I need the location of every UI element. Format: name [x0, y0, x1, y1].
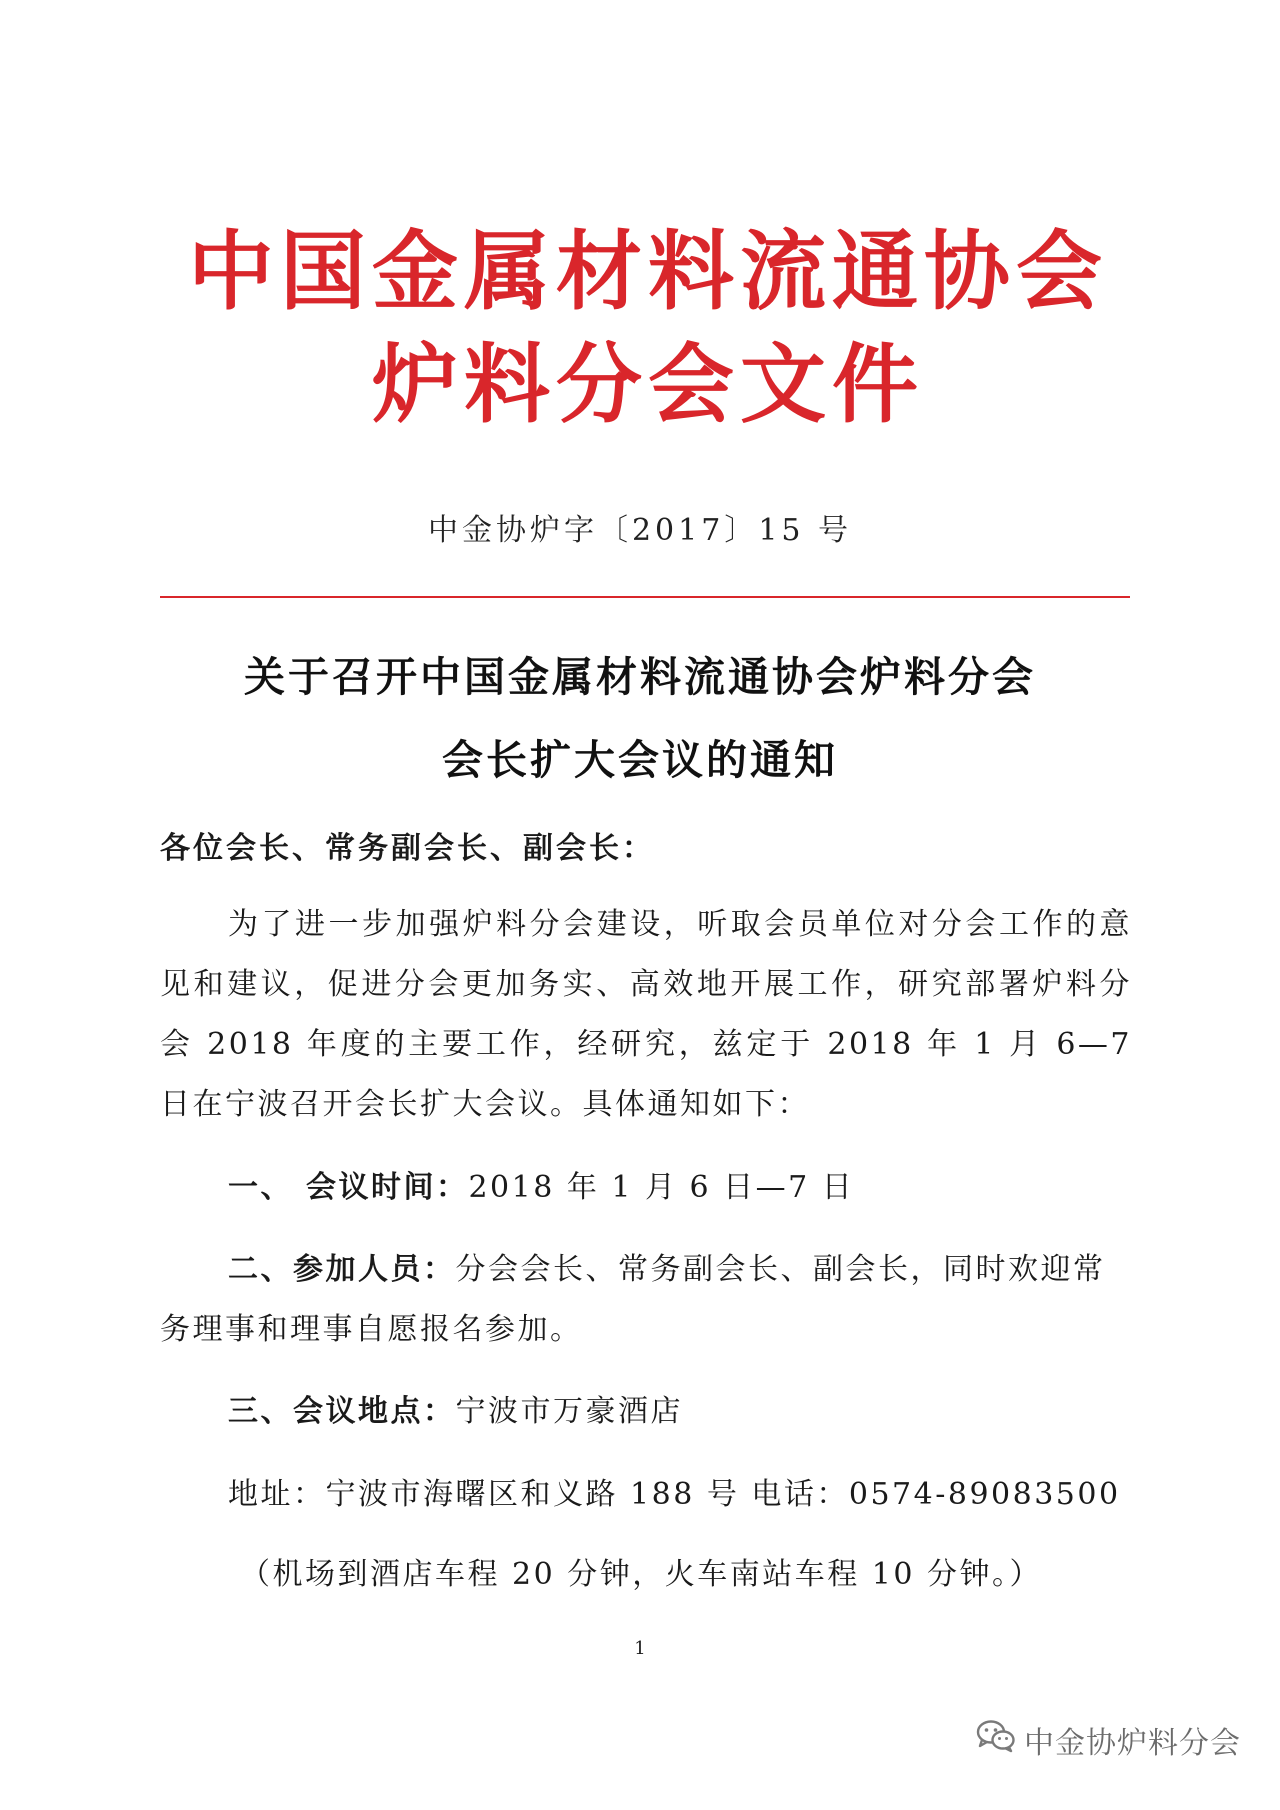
- wechat-watermark: [976, 1716, 1241, 1764]
- meeting-time-item: [160, 1158, 1132, 1218]
- address-line: 地址：宁波市海曙区和义路 188 号 电话：0574-89083500: [228, 1477, 1121, 1512]
- venue-item: [160, 1382, 1132, 1442]
- notice-title-line-1: 关于召开中国金属材料流通协会炉料分会: [244, 653, 1036, 701]
- document-number: 中金协炉字〔2017〕15 号: [427, 513, 853, 548]
- venue-value: 宁波市万豪酒店: [455, 1394, 683, 1429]
- wechat-icon: [976, 1719, 1024, 1761]
- intro-paragraph: 为了进一步加强炉料分会建设，听取会员单位对分会工作的意见和建议，促进分会更加务实、高效地开展工作，研究部署炉料分会 2018 年度的主要工作，经研究，兹定于 2018 年 1 月 6—7 日在宁波召开会长扩大会议。具体通知如下：: [160, 907, 1132, 1122]
- red-divider: [160, 596, 1130, 598]
- participants-item: [160, 1240, 1132, 1360]
- document-header-line-2: 炉料分会文件: [372, 335, 924, 435]
- notice-title-line-2: 会长扩大会议的通知: [442, 736, 838, 784]
- salutation: 各位会长、常务副会长、副会长：: [160, 831, 655, 866]
- meeting-time-label: 一、 会议时间：: [228, 1170, 469, 1205]
- page-number: 1: [634, 1638, 646, 1659]
- participants-value: 分会会长、常务副会长、副会长，同时欢迎常务理事和理事自愿报名参加。: [160, 1252, 1106, 1347]
- meeting-time-value: 2018 年 1 月 6 日—7 日: [468, 1170, 855, 1205]
- transport-note: （机场到酒店车程 20 分钟，火车南站车程 10 分钟。）: [240, 1557, 1042, 1592]
- venue-label: 三、会议地点：: [228, 1394, 456, 1429]
- participants-label: 二、参加人员：: [228, 1252, 456, 1287]
- document-header-line-1: 中国金属材料流通协会: [188, 222, 1108, 322]
- watermark-text: 中金协炉料分会: [1024, 1726, 1241, 1761]
